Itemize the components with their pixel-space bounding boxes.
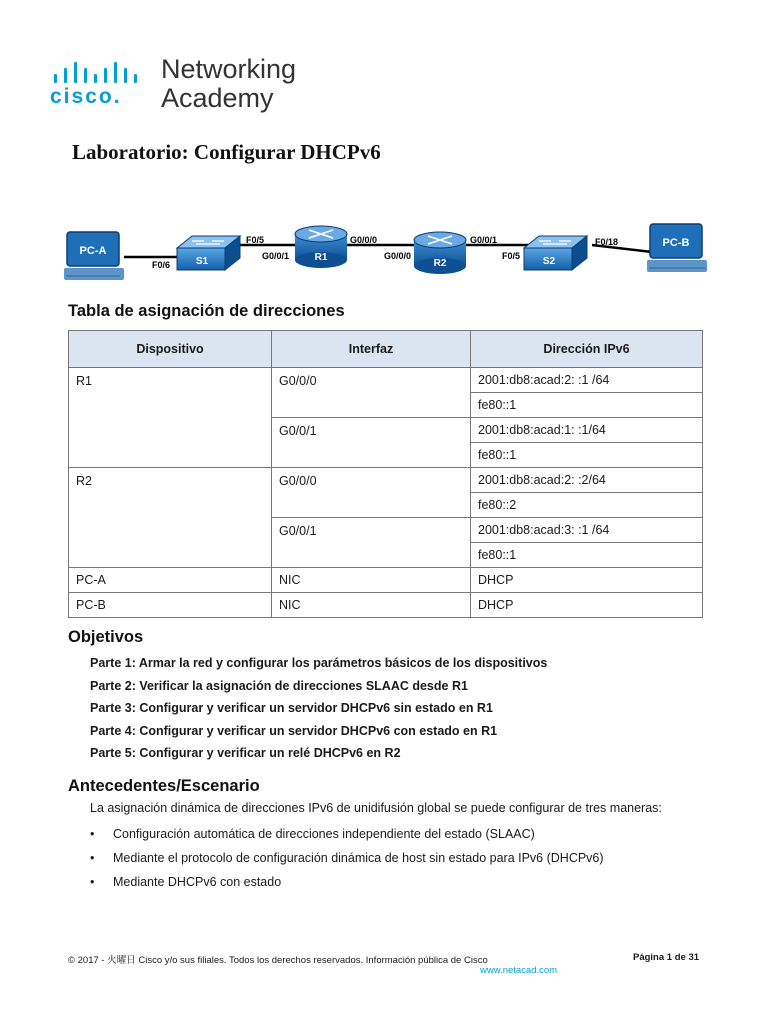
cisco-wordmark: cisco. (50, 85, 122, 108)
list-item: Parte 2: Verificar la asignación de direcciones SLAAC desde R1 (90, 678, 468, 693)
bullet-icon: • (90, 851, 95, 865)
list-item (90, 849, 604, 873)
page-number-mid: de (672, 952, 689, 963)
table-cell: G0/0/0 (272, 468, 471, 518)
footer-link[interactable]: www.netacad.com (480, 965, 558, 976)
device-label-r1: R1 (314, 252, 328, 263)
table-cell: 2001:db8:acad:2: :1 /64 (471, 368, 703, 393)
page-number-prefix: Página (633, 952, 667, 963)
bullet-icon: • (90, 827, 95, 841)
table-cell: G0/0/0 (272, 368, 471, 418)
background-heading: Antecedentes/Escenario (68, 777, 260, 795)
list-item: Parte 1: Armar la red y configurar los parámetros básicos de los dispositivos (90, 656, 548, 670)
table-row (69, 568, 703, 593)
table-cell: DHCP (471, 593, 703, 618)
switch-icon (177, 236, 240, 270)
logo-academy: Academy (161, 83, 274, 113)
list-item (90, 873, 604, 897)
address-table-heading: Tabla de asignación de direcciones (68, 302, 345, 320)
port-label: G0/0/1 (470, 235, 498, 245)
page-number (633, 952, 699, 963)
table-cell: NIC (272, 593, 471, 618)
cisco-networking-academy-logo (50, 54, 310, 118)
table-cell: 2001:db8:acad:2: :2/64 (471, 468, 703, 493)
address-table (68, 330, 703, 618)
table-cell: R1 (69, 368, 272, 468)
router-icon (414, 232, 466, 274)
column-header: Dirección IPv6 (471, 331, 703, 368)
switch-icon (524, 236, 587, 270)
table-cell: fe80::1 (471, 393, 703, 418)
table-cell: fe80::1 (471, 443, 703, 468)
column-header: Interfaz (272, 331, 471, 368)
port-label: G0/0/0 (384, 251, 412, 261)
port-label: G0/0/0 (350, 235, 378, 245)
list-item: Parte 5: Configurar y verificar un relé DHCPv6 en R2 (90, 746, 401, 760)
page-number-total: 31 (688, 952, 700, 963)
table-cell: fe80::1 (471, 543, 703, 568)
table-cell: 2001:db8:acad:1: :1/64 (471, 418, 703, 443)
list-item (90, 825, 604, 849)
table-row (69, 468, 703, 493)
column-header: Dispositivo (69, 331, 272, 368)
table-cell: fe80::2 (471, 493, 703, 518)
bullet-icon: • (90, 875, 95, 889)
table-cell: PC-B (69, 593, 272, 618)
list-item: Parte 4: Configurar y verificar un servidor DHCPv6 con estado en R1 (90, 723, 498, 738)
table-cell: G0/0/1 (272, 418, 471, 468)
list-item-text: Mediante el protocolo de configuración dinámica de host sin estado para IPv6 (DHCPv6) (113, 851, 604, 865)
device-label-s1: S1 (195, 256, 209, 267)
table-cell: DHCP (471, 568, 703, 593)
port-label: F0/5 (502, 251, 521, 261)
table-cell: 2001:db8:acad:3: :1 /64 (471, 518, 703, 543)
device-label-pc-a: PC-A (79, 245, 107, 257)
table-row (69, 368, 703, 393)
list-item-text: Mediante DHCPv6 con estado (113, 875, 282, 889)
table-cell: PC-A (69, 568, 272, 593)
background-paragraph: La asignación dinámica de direcciones IPv6 de unidifusión global se puede configurar de tres maneras: (90, 801, 662, 815)
router-icon (295, 226, 347, 268)
page-number-current: 1 (666, 952, 673, 963)
port-label: G0/0/1 (262, 251, 290, 261)
pc-icon (64, 232, 124, 280)
objectives-list (90, 654, 547, 767)
pc-icon (647, 224, 707, 272)
table-cell: NIC (272, 568, 471, 593)
objectives-heading: Objetivos (68, 628, 144, 646)
port-label: F0/5 (246, 235, 265, 245)
background-bullet-list (90, 825, 604, 897)
device-label-r2: R2 (433, 258, 447, 269)
table-cell: R2 (69, 468, 272, 568)
table-header-row (69, 331, 703, 368)
port-label: F0/6 (152, 260, 171, 270)
footer-copyright: © 2017 - 火曜日 Cisco y/o sus filiales. Todos los derechos reservados. Información pública de Cisco (68, 955, 488, 966)
port-label: F0/18 (595, 237, 619, 247)
table-row (69, 593, 703, 618)
list-item: Parte 3: Configurar y verificar un servidor DHCPv6 sin estado en R1 (90, 701, 493, 715)
logo-networking: Networking (161, 54, 297, 84)
list-item-text: Configuración automática de direcciones independiente del estado (SLAAC) (113, 827, 535, 841)
network-topology-diagram (62, 212, 712, 294)
device-label-s2: S2 (542, 256, 556, 267)
document-title: Laboratorio: Configurar DHCPv6 (72, 140, 381, 164)
device-label-pc-b: PC-B (662, 237, 690, 249)
table-cell: G0/0/1 (272, 518, 471, 568)
